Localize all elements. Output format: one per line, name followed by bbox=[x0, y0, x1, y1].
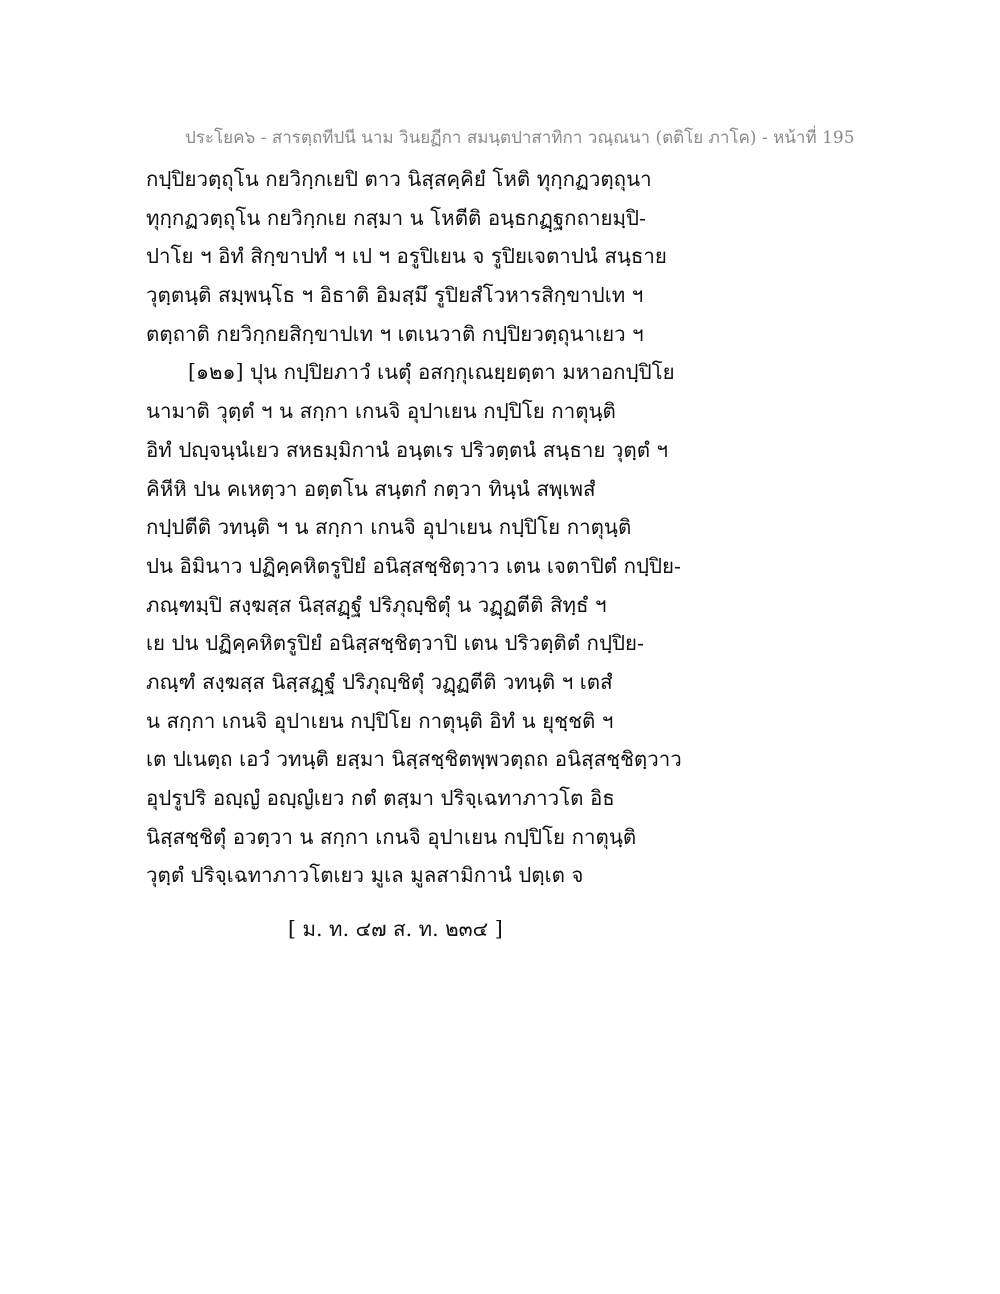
paragraph-start-line: [๑๒๑] ปุน กปฺปิยภาวํ เนตุํ อสกฺกุเณยฺยตฺตา มหาอกปฺปิโย bbox=[188, 360, 675, 385]
text-line: นามาติ วุตฺตํ ฯ น สกฺกา เกนจิ อุปาเยน กปฺปิโย กาตุนฺติ bbox=[146, 399, 616, 424]
text-line: ตตฺถาติ กยวิกฺกยสิกฺขาปเท ฯ เตเนวาติ กปฺปิยวตฺถุนาเยว ฯ bbox=[146, 321, 644, 346]
text-line: ปน อิมินาว ปฏิคฺคหิตรูปิยํ อนิสฺสชฺชิตฺวาว เตน เจตาปิตํ กปฺปิย- bbox=[146, 553, 681, 578]
text-line: เต ปเนตฺถ เอวํ วทนฺติ ยสฺมา นิสฺสชฺชิตพฺพวตฺถถ อนิสฺสชฺชิตฺวาว bbox=[146, 747, 682, 772]
scripture-reference: [ ม. ท. ๔๗ ส. ท. ๒๓๔ ] bbox=[288, 917, 503, 941]
text-line: วุตฺตนฺติ สมฺพนฺโธ ฯ อิธาติ อิมสฺมึ รูปิยสํโวหารสิกฺขาปเท ฯ bbox=[146, 283, 644, 308]
text-line: น สกฺกา เกนจิ อุปาเยน กปฺปิโย กาตุนฺติ อิทํ น ยุชฺชติ ฯ bbox=[146, 708, 614, 733]
text-line: ภณฺฑมฺปิ สงฺฆสฺส นิสฺสฏฺฐํ ปริภุญฺชิตุํ น วฏฺฏตีติ สิทฺธํ ฯ bbox=[146, 592, 607, 617]
text-line: ทุกฺกฏวตฺถุโน กยวิกฺกเย กสฺมา น โหตีติ อนฺธกฏฺฐกถายมฺปิ- bbox=[146, 205, 646, 230]
text-line: วุตฺตํ ปริจฺเฉทาภาวโตเยว มูเล มูลสามิกานํ ปตฺเต จ bbox=[146, 863, 584, 888]
body-text bbox=[146, 160, 686, 895]
text-line: ภณฺฑํ สงฺฆสฺส นิสฺสฏฺฐํ ปริภุญฺชิตุํ วฏฺฏตีติ วทนฺติ ฯ เตสํ bbox=[146, 669, 613, 694]
text-line: กปฺปตีติ วทนฺติ ฯ น สกฺกา เกนจิ อุปาเยน กปฺปิโย กาตุนฺติ bbox=[146, 515, 632, 540]
text-line: นิสฺสชฺชิตุํ อวตฺวา น สกฺกา เกนจิ อุปาเยน กปฺปิโย กาตุนฺติ bbox=[146, 824, 637, 849]
text-line: อุปรูปริ อญฺญํ อญฺญํเยว กตํ ตสฺมา ปริจฺเฉทาภาวโต อิธ bbox=[146, 786, 615, 810]
text-line: อิทํ ปญฺจนฺนํเยว สหธมฺมิกานํ อนฺตเร ปริวตฺตนํ สนฺธาย วุตฺตํ ฯ bbox=[146, 437, 669, 462]
text-line: กปฺปิยวตฺถุโน กยวิกฺกเยปิ ตาว นิสฺสคฺคิยํ โหติ ทุกฺกฏวตฺถุนา bbox=[146, 167, 652, 191]
text-line: คิหีหิ ปน คเหตฺวา อตฺตโน สนฺตกํ กตฺวา ทินฺนํ สพฺเพสํ bbox=[146, 476, 596, 501]
text-line: ปาโย ฯ อิทํ สิกฺขาปทํ ฯ เป ฯ อรูปิเยน จ รูปิยเจตาปนํ สนฺธาย bbox=[146, 244, 667, 269]
running-header: ประโยค๖ - สารตฺถทีปนี นาม วินยฏีกา สมนฺตปาสาทิกา วณฺณนา (ตติโย ภาโค) - หน้าที่ 195 bbox=[185, 128, 855, 148]
text-line: เย ปน ปฏิคฺคหิตรูปิยํ อนิสฺสชฺชิตฺวาปิ เตน ปริวตฺติตํ กปฺปิย- bbox=[146, 631, 644, 656]
